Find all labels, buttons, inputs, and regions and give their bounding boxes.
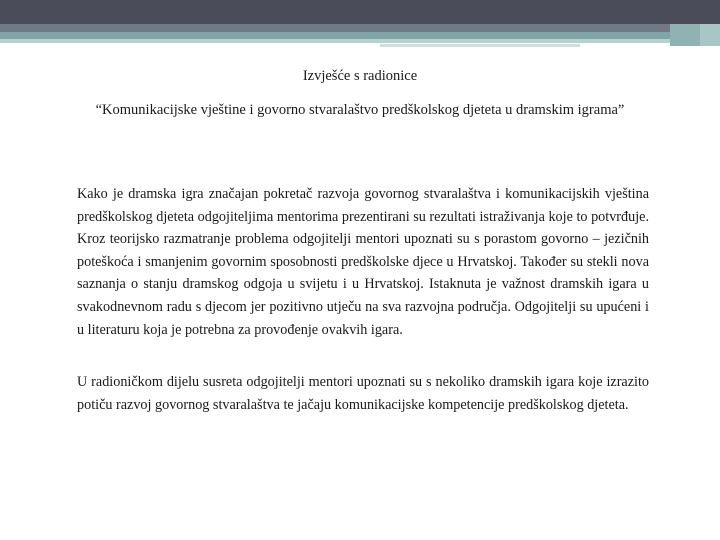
header-accent-line [380, 44, 580, 47]
slide-subtitle: “Komunikacijske vještine i govorno stvaralaštvo predškolskog djeteta u dramskim igrama” [95, 102, 625, 118]
header-dark-bar [0, 0, 720, 24]
header-slate-bar [0, 24, 720, 32]
header-corner-block-light [700, 24, 720, 46]
header-light-bar [0, 39, 720, 43]
body-paragraph-2: U radioničkom dijelu susreta odgojitelji mentori upoznati su s nekoliko dramskih igara koje izrazito potiču razvoj govornog stvaralaštva te jačaju komunikacijske kompetencije predškolskog djeteta. [77, 374, 649, 413]
body-paragraph-1: Kako je dramska igra značajan pokretač razvoja govornog stvaralaštva i komunikacijskih vještina predškolskog djeteta odgojiteljima mentorima prezentirani su rezultati istraživanja koje to potvrđuje. Kroz teorijsko razmatranje problema odgojitelji mentori upoznati su s porastom govorno – jezičnih poteškoća i smanjenim govornim sposobnosti predškolske djece u Hrvatskoj. Također su stekli nova saznanja o stanju dramskog odgoja u svijetu i u Hrvatskoj. Istaknuta je važnost dramskih igara u svakodnevnom radu s djecom jer pozitivno utječu na sva razvojna područja. Odgojitelji su upućeni i u literaturu koja je potrebna za provođenje ovakvih igara. [77, 186, 649, 338]
slide-title: Izvješće s radionice [302, 68, 418, 84]
header-teal-bar [0, 32, 720, 39]
